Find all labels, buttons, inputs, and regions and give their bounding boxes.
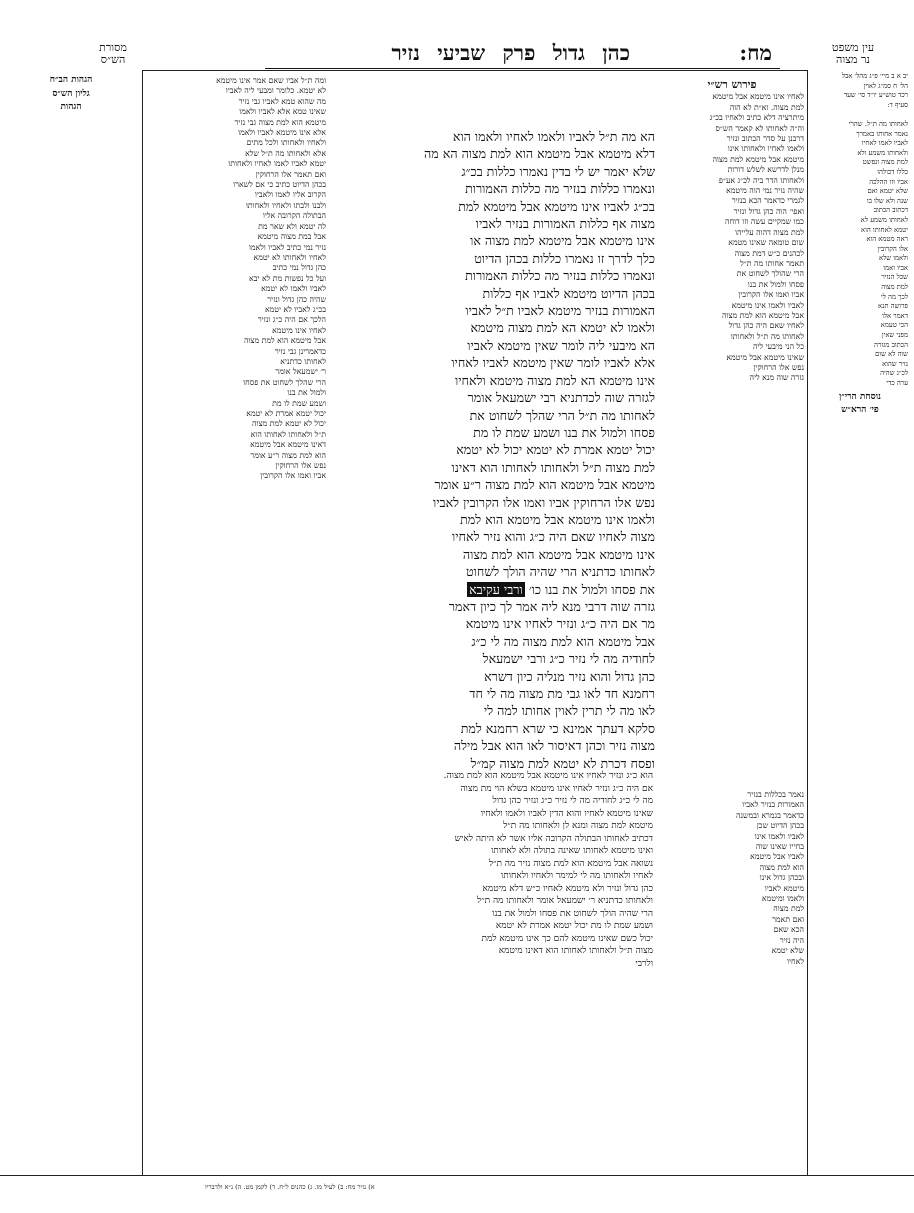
rashi-line: ולאחותו הדר ביה לכ״ג אע״פ — [718, 175, 804, 185]
tosafot-line: ת״ל ולאחותו לאחותו הוא — [250, 429, 326, 439]
ein-mishpat-line: דאמר אלו — [882, 311, 908, 320]
tosafot-line: מיטמא הוא למת מצוה גבי נזיר — [234, 117, 326, 127]
gemara-line: מצוה נזיר וכהן דאיסור לאו הוא אבל מילה — [453, 738, 655, 754]
rosh-line: נאמר בכללות בנזיר — [747, 790, 804, 799]
gemara-line: כהן גדול והוא נזיר מנליה כיון דשרא — [484, 668, 655, 684]
gemara-line: ונאמרו כללות בנזיר מה כללות האמורות — [465, 181, 655, 197]
tosafot-line: נזיר נמי כתיב לאביו ולאמו — [248, 242, 326, 252]
tosafot-line: אלא ולאחותו מה ת״ל שלא — [245, 148, 326, 158]
gemara-line: מיטמא אבל מיטמא הוא למת מצוה ר״ע אומר — [434, 477, 655, 493]
ein-mishpat-line: שכל הנזיר — [881, 273, 908, 282]
gemara-line: אינו מיטמא הא למת מצוה מיטמא ולאחיו — [454, 372, 655, 388]
rashi-line: אבל מיטמא הוא למת מצוה — [721, 310, 804, 320]
ein-mishpat-line: שלא יטמא ואם — [867, 187, 908, 196]
rashi-line: לאחיו אינו מיטמא אבל מיטמא — [712, 92, 804, 102]
tosafot-line: בכהן הדיוט כתיב כי אם לשארו — [233, 180, 326, 190]
ein-mishpat-line: למת מצוה — [881, 283, 908, 292]
tosafot-line: ומה ת״ל אביו שאם אמר אינו מיטמא — [216, 76, 326, 85]
gilyon-heading: גליון הש״ס — [52, 88, 90, 99]
bottom-commentary-line: דכתיב לאחותו הבתולה הקרובה אליו אשר לא היתה לאיש — [454, 833, 653, 844]
tosafot-line: לאחותו כדתניא — [280, 356, 326, 366]
rashi-line: תאמר אחותו מה ת״ל — [740, 258, 804, 268]
tosafot-line: לה יטמא ולא שאר מת — [258, 221, 326, 231]
gemara-line: גזרה שוה דרבי מנא ליה אמר לך כיון דאמר — [448, 598, 655, 614]
rosh-line: למת מצוה — [773, 904, 804, 914]
ein-mishpat-line: ראה מטמא הוא — [866, 235, 908, 244]
hagahot-hab-heading: הגהות הב״ח — [49, 75, 93, 85]
ein-mishpat-line: שנה ולא שלו בו — [866, 196, 908, 205]
bottom-commentary-line: הרי שהיה הולך לשחוט את פסחו ולמול את בנו — [492, 908, 653, 919]
ein-mishpat-line: יב א ב מיי׳ פ״ג מהל׳ אבל — [841, 72, 908, 80]
bottom-commentary-line: ואינו מיטמא לאחותו שאינה בתולה ולא לאחותו — [490, 846, 653, 856]
rashi-line: לאחותו מה ת״ל ולאחותו — [730, 331, 804, 341]
gemara-line: שלא יאמר יש לי בדין נאמרו כללות בכ״ג — [461, 163, 655, 179]
ein-mishpat-line: הכתוב מגזרה — [874, 340, 908, 349]
gemara-line: בכהן הדיוט מיטמא לאביו אף כללות — [482, 285, 655, 301]
gemara-line: לגזרה שוה לכדתניא רבי ישמעאל אומר — [467, 390, 655, 406]
gemara-line: למת מצוה ת״ל ולאחותו לאחותו הוא דאינו — [451, 459, 655, 475]
ein-mishpat-line: הל׳ ח סמ״ג לאוין — [863, 81, 908, 90]
rosh-line: ולאמו ומיטמא — [761, 894, 804, 904]
gemara-line: לאחותו מה ת״ל הרי שהלך לשחוט את — [469, 407, 655, 423]
bottom-commentary-line: מה לי כ״ג לחודיה מה לי נזיר כ״ג ונזיר כהן גדול — [492, 796, 653, 806]
tosafot-line: ושמע שמת לו מת — [272, 398, 326, 408]
rashi-line: פסחו ולמול את בנו — [747, 279, 804, 289]
rashi-line: מיתרציה דלא כתיב ולאחיו בכ״ג — [709, 113, 804, 123]
gemara-line: רחמנא חד לאו גבי מת מצוה מה לי חד — [469, 686, 655, 701]
ein-mishpat-line: לכך מה לי — [880, 292, 908, 301]
tosafot-line: לאחיו ולאחותו לא יטמא — [253, 252, 326, 262]
bottom-commentary-line: כהן גדול ונזיר ולא מיטמא לאחיו כ״ש דלא מיטמא — [482, 883, 653, 894]
rashi-column — [660, 76, 804, 686]
tosafot-line: הלכך אם היה כ״ג ונזיר — [257, 315, 326, 325]
ein-mishpat-line: לאחותו מה ת״ל. שהרי — [848, 119, 908, 128]
tosafot-line: יכול לא יטמא למת מצוה — [251, 419, 326, 429]
bottom-commentary-line: הוא כ״ג ונזיר לאחיו אינו מיטמא אבל מיטמא הוא למת מצוה. — [443, 771, 653, 781]
gemara-line: אבל מיטמא הוא למת מצוה מה לי כ״ג — [471, 633, 655, 649]
ein-mishpat-line: אלו הקרובין — [877, 244, 908, 253]
tosafot-line: ר׳ ישמעאל אומר — [275, 367, 326, 377]
gemara-line: האמורות בנזיר מיטמא לאביו ת״ל לאביו — [465, 303, 655, 319]
ein-mishpat-line — [812, 110, 908, 120]
left-margin-column — [4, 72, 138, 1172]
rashi-line: וה״ה לאחותו לא קאמר הש״ס — [715, 123, 804, 133]
tosafot-line: ולאחיו ולאחותו ולכל מתים — [246, 138, 326, 148]
tosafot-line: אלא אינו מיטמא לאביו ולאמו — [238, 128, 326, 138]
gemara-line: הא מיבעי ליה לומר שאין מיטמא לאביו — [467, 337, 655, 353]
gemara-line: בכ״ג לאביו אינו מיטמא אבל מיטמא למת — [458, 198, 655, 214]
rosh-line: בכהן הדיוט שכן — [756, 821, 804, 831]
ein-mishpat-heading — [820, 42, 886, 70]
gemara-line: הא מה ת״ל לאביו ולאמו לאחיו ולאמו הוא — [452, 129, 655, 144]
ein-mishpat-line: לכ״ג שהיה — [880, 369, 908, 378]
rule-right — [807, 70, 808, 1175]
ein-mishpat-line: מפני שאין — [881, 331, 908, 340]
rashi-line: ואפי׳ הוה כהן גדול ונזיר — [733, 206, 804, 216]
rosh-line: ואם תאמר — [772, 914, 804, 924]
tosafot-line: הקרוב אליו לאמו ולאביו — [254, 190, 326, 200]
tosafot-line: ולמול את בנו — [287, 388, 326, 398]
gemara-line: לאחותו כדתניא הרי שהיה הולך לשחוט — [466, 564, 655, 580]
ein-mishpat-line: הכי טעמא — [880, 321, 908, 330]
rosh-line: בחייו שאינו שוה — [755, 842, 804, 852]
nuschat-heading: נוסחת הרי״ן — [839, 391, 881, 402]
tosafot-line: ואם תאמר אלו הרחוקין — [255, 169, 326, 179]
rule-top — [142, 70, 808, 71]
rosh-line: לאביו ולאמו אינו — [754, 831, 804, 841]
gemara-line: אלא לאביו לומר שאין מיטמא לאביו לאחיו — [451, 355, 655, 371]
gemara-line: את פסחו ולמול את בנו כו׳ ורבי עקיבא — [469, 581, 655, 597]
gemara-line: ולאמו לא יטמא הא למת מצוה מיטמא — [470, 320, 655, 336]
rosh-line: הכא שאם — [773, 925, 804, 935]
gemara-line: לחודיה מה לי נזיר כ״ג ורבי ישמעאל — [482, 651, 655, 667]
tosafot-line: מה שהוא טמא לאביו גבי נזיר — [238, 96, 326, 106]
rashi-line: לאביו ולאמו אינו מיטמא — [731, 300, 804, 310]
rashi-line: למת מצוה. וא״ת לא הוה — [729, 102, 804, 112]
gemara-line: ולאמו אינו מיטמא אבל מיטמא הוא למת — [460, 511, 655, 527]
tosafot-line: ועל כל נפשות מת לא יבא — [249, 273, 326, 283]
ein-mishpat-line: ערה כדי — [886, 379, 908, 387]
rashi-line: לאחיו שאם היה כהן גדול — [728, 321, 804, 331]
tosafot-line: אבל במת מצוה מיטמא — [257, 232, 326, 242]
ein-mishpat-line: ולאחותו משמע ולא — [857, 148, 908, 157]
rosh-line: לאביו אבל מיטמא — [750, 852, 804, 862]
tosafot-line: לא יטמא. כלומר ומבעי ליה לאביו — [225, 86, 326, 96]
bottom-commentary-line: שאינו מיטמא לאחיו והוא הדין לאביו ולאמו ולאחיו — [480, 808, 653, 819]
rosh-line: לאחיו — [787, 956, 804, 966]
gemara-line: ונאמרו כללות בנזיר מה כללות האמורות — [465, 268, 655, 284]
tosafot-line: בכ״ג לאביו לא יטמא — [264, 304, 326, 314]
tosafot-line: לאביו ולאמו לא יטמא — [261, 284, 326, 294]
rashi-line: כמו שמקיים עשה וזו דוחה — [724, 217, 804, 227]
ein-mishpat-line: אביו וזו ההלכה — [869, 177, 908, 186]
rosh-line: שלא יטמא — [771, 946, 804, 956]
right-margin-column — [812, 72, 908, 1172]
rashi-line: דרבנן על סדר הכתוב ונזיר — [726, 134, 804, 144]
masoret-hashas-heading — [88, 42, 138, 70]
rashi-line: שום טומאה שאינו מטמא — [728, 238, 804, 248]
rosh-line: האמורות בנזיר לאביו — [742, 800, 804, 810]
bottom-commentary-line: ולאחותו כדתניא ר׳ ישמעאל אומר ולאחותו מה ת״ל — [477, 896, 653, 906]
bottom-commentary — [148, 770, 653, 1170]
rashi-line: לכהנים כ״ש דמת מצוה — [734, 248, 804, 258]
bottom-commentary-line: ולרבי — [635, 958, 653, 969]
tosafot-line: יכול יטמא אמרת לא יטמא — [246, 409, 326, 418]
rosh-line: כדאמר בגמרא ובמשנה — [735, 810, 804, 820]
tosafot-line: ולבנו ולבתו ולאחיו ולאחותו — [245, 200, 326, 210]
tosafot-line: כהן גדול נמי כתיב — [272, 263, 326, 273]
daf-number: מח: — [739, 40, 772, 65]
gemara-line: כלך לדרך זו נאמרו כללות בכהן הדיוט — [474, 250, 655, 266]
gemara-line: ופסח דכרת לא יטמא למת מצוה קמ״ל — [470, 755, 655, 771]
bottom-commentary-line: אם היה כ״ג ונזיר לאחיו אינו מיטמא בשלא הוי מת מצוה — [460, 783, 653, 794]
tosafot-column — [148, 76, 326, 776]
rashi-line: כל הני מיבעי ליה — [752, 342, 804, 352]
ein-mishpat-line: נזיר שהוא — [882, 359, 908, 368]
ein-mishpat-line: אביו ואמו — [883, 263, 908, 272]
bottom-commentary-line: לאחיו ולאחותו מה לי למימר ולאחיו ולאחותו — [500, 871, 653, 881]
rosh-line: הוא למת מצוה — [759, 862, 804, 872]
ein-mishpat-line: לאחותו משמע לא — [860, 215, 908, 224]
tosafot-line: נפש אלו הרחוקין — [275, 461, 326, 471]
tosafot-line: לאחיו אינו מיטמא — [272, 325, 326, 335]
ein-mishpat-line: שוה לא שום — [875, 350, 908, 359]
ein-mishpat-line: כללו דכולהו — [877, 167, 908, 176]
gemara-line: מצוה אף כללות האמורות בנזיר לאביו — [475, 216, 655, 232]
chapter-title: כהן גדול פרק שביעי נזיר — [391, 40, 630, 65]
tosafot-line: אביו ואמו אלו הקרובין — [260, 471, 326, 481]
bottom-commentary-line: נשואה אבל מיטמא הוא למת מצוה נזיר מה ת״ל — [488, 858, 653, 869]
gemara-line: נפש אלו הרחוקין אביו ואמו אלו הקרובין לאביו — [433, 494, 655, 510]
gemara-line: סלקא דעתך אמינא כי שרא רחמנא למת — [460, 720, 655, 736]
tosafot-line: שאינו טמא אלא לאביו ולאמו — [239, 107, 326, 117]
rashi-line: שאינו מיטמא אבל מיטמא — [726, 352, 804, 362]
gemara-line: יכול יטמא אמרת לא יטמא יכול לא יטמא — [456, 442, 655, 458]
tosafot-line: אבל מיטמא הוא למת מצוה — [243, 336, 326, 346]
rashi-line: לגמרי כדאמר הכא בנזיר — [731, 196, 804, 206]
rosh-line: מיטמא לאביו — [764, 883, 804, 893]
rashi-line: אביו ואמו אלו הקרובין — [738, 290, 804, 300]
rashi-line: שהיה נזיר נמי הוה מיטמא — [726, 186, 804, 196]
tosafot-line: דאינו מיטמא אבל מיטמא — [250, 440, 326, 450]
rashi-line: גזרה שוה מנא ליה — [749, 373, 804, 383]
rosh-line: היה נזיר — [779, 935, 804, 945]
tosafot-line: שהיה כהן גדול ונזיר — [267, 294, 326, 304]
ein-mishpat-label: עין משפט נר מצוה — [831, 41, 875, 66]
bottom-commentary-line: יכול כשם שאינו מיטמא להם כך אינו מיטמא למת — [481, 933, 653, 944]
masoret-label: מסורת הש״ס — [99, 41, 127, 66]
tosafot-line: יטמא לאביו לאמו לאחיו ולאחותו — [228, 159, 326, 169]
page-header — [265, 38, 780, 69]
ein-mishpat-line: לאביו לאמו לאחיו — [861, 139, 908, 148]
rosh-line: ובכהן גדול אינו — [759, 873, 804, 883]
rashi-line: ולאמו לאחיו ולאחותו אינו — [727, 144, 804, 154]
highlighted-word: ורבי עקיבא — [469, 581, 523, 597]
rashi-line: מנלן לדרשא לשלש דורות — [727, 165, 804, 175]
rosh-heading: פי׳ הרא״ש — [841, 405, 879, 416]
rashi-line: מיטמא אבל מיטמא למת מצוה — [712, 154, 804, 164]
rashi-heading: פירוש רש״י — [707, 78, 757, 91]
rule-bottom — [0, 1175, 914, 1176]
gemara-line: אינו מיטמא אבל מיטמא למת מצוה או — [470, 233, 655, 249]
bottom-commentary-line: מצוה ת״ל ולאחותו לאחותו הוא דאינו מיטמא — [498, 946, 653, 956]
ein-mishpat-line: פרושה תנא — [878, 302, 908, 311]
hagahot-heading: הגהות — [60, 102, 82, 113]
rule-left — [142, 70, 143, 1175]
bottom-commentary-line: ושמע שמת לו מת יכול יטמא אמרת לא יטמא — [495, 921, 653, 931]
ein-mishpat-line: רכד טוש״ע יו״ד סי׳ שעד — [843, 91, 908, 100]
rashi-line: למת מצוה דהוה עלייהו — [735, 227, 804, 237]
ein-mishpat-line: דכתוב הכתוב — [873, 206, 908, 215]
tosafot-line: הבתולה הקרובה אליו — [262, 211, 326, 221]
rashi-line: נפש אלו הרחוקין — [753, 362, 804, 372]
rosh-column — [660, 790, 804, 1170]
gemara-line: אינו מיטמא אבל מיטמא הוא למת מצוה — [462, 546, 655, 562]
gemara-line: לאו מה לי תרין לאוין אחותו למה לי — [483, 703, 655, 719]
rashi-line: הרי שהולך לשחוט את — [736, 269, 804, 279]
bottom-commentary-line: מיטמא למת מצוה ומנא לן ולאחותו מה ת״ל — [503, 821, 653, 831]
tosafot-line: הרי שהלך לשחוט את פסחו — [243, 377, 326, 387]
gemara-main-text — [330, 128, 655, 771]
gemara-line: מר אם היה כ״ג ונזיר לאחיו אינו מיטמא — [465, 616, 655, 632]
ein-mishpat-line: למת מצוה ונפשט — [862, 158, 908, 167]
ein-mishpat-line: יטמא לאחותו הוא — [861, 225, 908, 234]
footnote: א) נזיר מח: ב) לעיל מז. ג) כהנים ל״ח. ד) לקמן מט. ה) נ״א ולדבריו — [205, 1183, 375, 1191]
tosafot-line: כדאמרינן גבי נזיר — [274, 346, 326, 356]
ein-mishpat-line: ולאמו שלא — [879, 254, 908, 263]
gemara-line: פסחו ולמול את בנו ושמע שמת לו מת — [473, 424, 655, 440]
ein-mishpat-line: נאמר אחותו באמרך — [856, 129, 908, 138]
ein-mishpat-line: סעיף ד: — [887, 100, 908, 109]
gemara-line: דלא מיטמא אבל מיטמא הוא למת מצוה הא מה — [424, 146, 655, 162]
gemara-line: מצוה לאחיו שאם היה כ״ג והוא נזיר לאחיו — [452, 529, 655, 545]
tosafot-line: הוא למת מצוה ר״ע אומר — [250, 450, 326, 460]
